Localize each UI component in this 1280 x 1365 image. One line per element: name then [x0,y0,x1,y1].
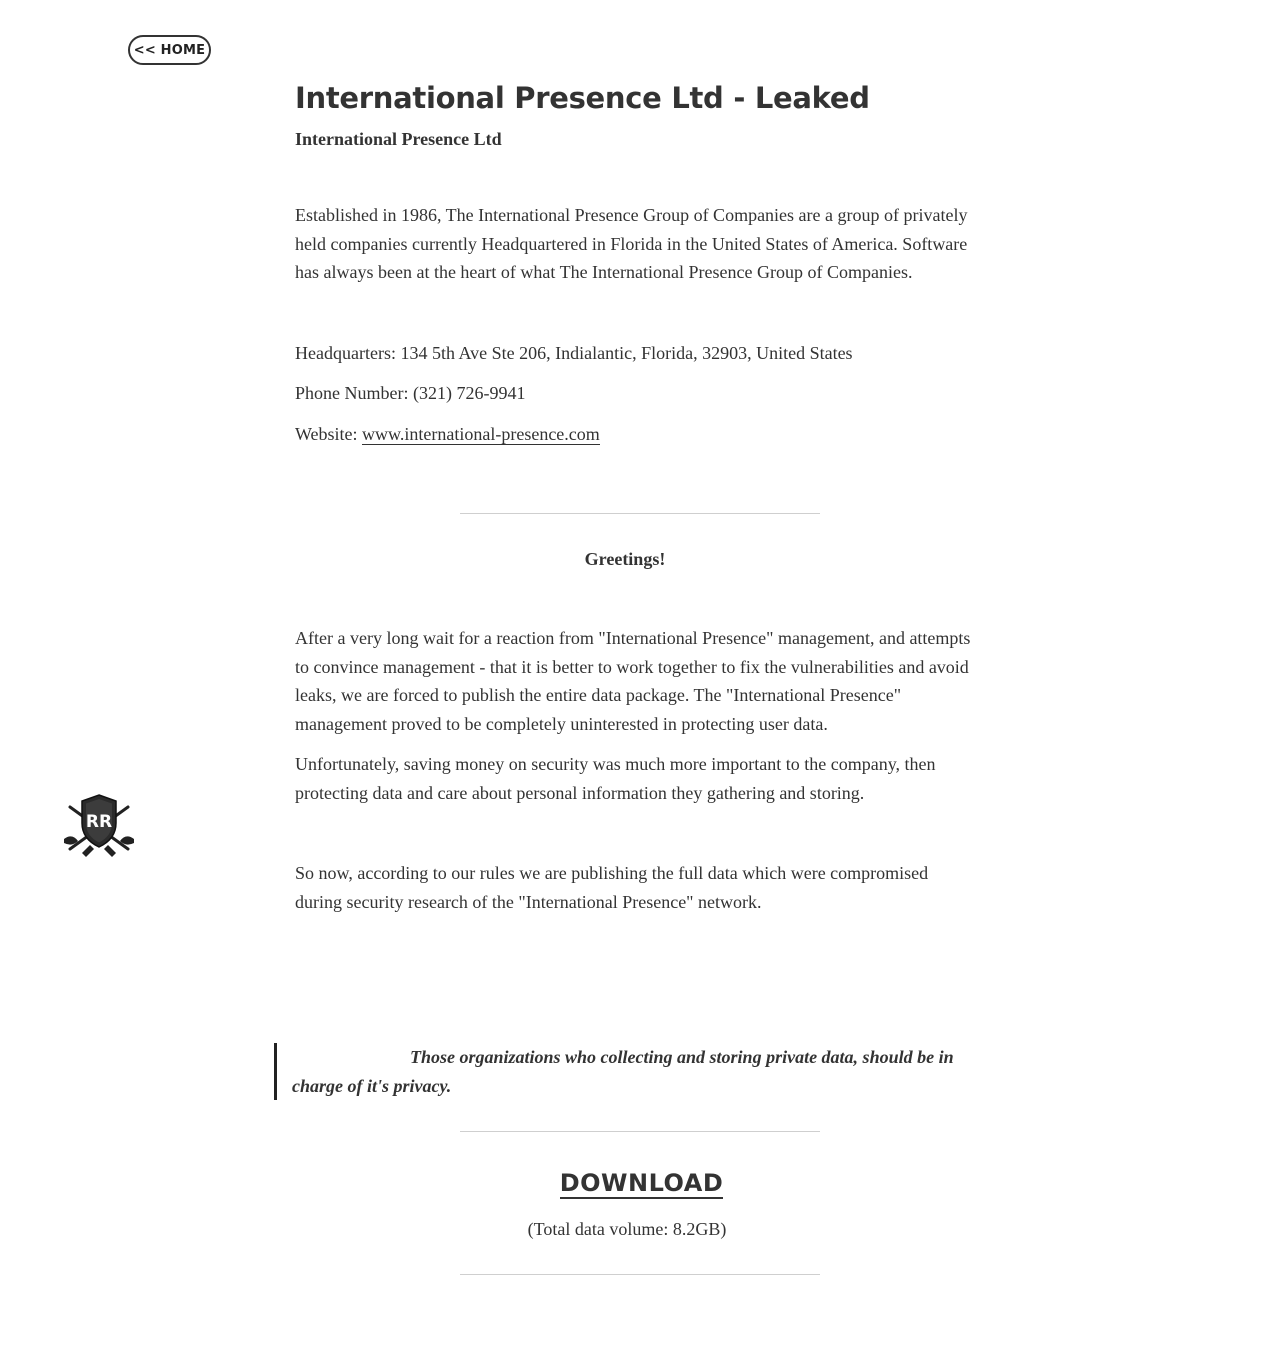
download-section [295,1166,988,1200]
message-body [295,624,975,916]
headquarters-text: Headquarters: 134 5th Ave Ste 206, Indialantic, Florida, 32903, United States [295,342,853,363]
divider [460,1131,820,1132]
shield-logo-icon [62,793,136,857]
company-description: Established in 1986, The International Presence Group of Companies are a group of privately held companies currently Headquartered in Florida in the United States of America. Software has always been at the heart of what The International Presence Group of Companies. [295,205,968,282]
company-name: International Presence Ltd [295,129,502,149]
divider [460,1274,820,1275]
download-link[interactable]: DOWNLOAD [559,1169,724,1197]
data-volume-text: (Total data volume: 8.2GB) [527,1219,727,1239]
divider [460,513,820,514]
blockquote: Those organizations who collecting and storing private data, should be in charge of it's privacy. [274,1043,970,1100]
home-button[interactable]: << HOME [128,35,211,65]
website-label: Website: [295,423,363,444]
message-paragraph: So now, according to our rules we are publishing the full data which were compromised during security research of the "International Presence" network. [295,863,929,912]
website-link[interactable]: www.international-presence.com [362,423,600,444]
greeting-heading: Greetings! [584,549,666,569]
post-header [295,78,970,448]
message-paragraph: After a very long wait for a reaction from "International Presence" management, and attempts to convince management - that it is better to work together to fix the vulnerabilities and avoid leaks, we are forced to publish the entire data package. The "International Presence" management proved to be completely uninterested in protecting user data. [295,628,971,734]
website-line [295,420,970,449]
message-paragraph: Unfortunately, saving money on security was much more important to the company, then protecting data and care about personal information they gathering and storing. [295,754,936,803]
logo-monogram: RR [85,812,113,832]
page-title: International Presence Ltd - Leaked [295,81,870,115]
phone-text: Phone Number: (321) 726-9941 [295,383,526,403]
